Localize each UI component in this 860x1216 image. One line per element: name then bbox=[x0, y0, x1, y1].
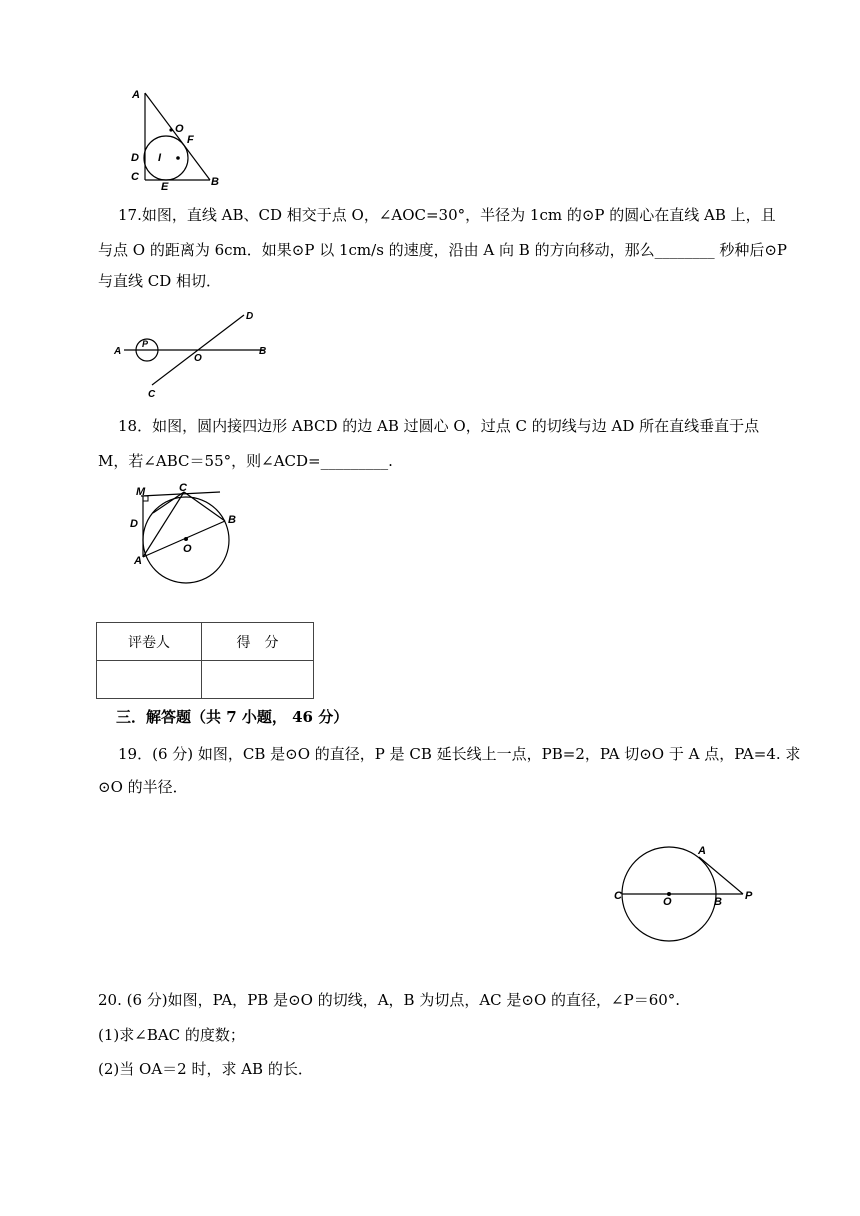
side-ab bbox=[145, 93, 210, 180]
label-o: O bbox=[183, 543, 192, 555]
label-d: D bbox=[246, 311, 254, 322]
label-i: I bbox=[158, 152, 162, 164]
label-o: O bbox=[175, 123, 184, 135]
label-c: C bbox=[148, 389, 156, 400]
q18-line2: M，若∠ABC＝55°，则∠ACD=_________. bbox=[98, 452, 393, 470]
q17-line3: 与直线 CD 相切． bbox=[98, 272, 222, 290]
label-a: A bbox=[698, 845, 706, 857]
point-o-dot bbox=[169, 128, 172, 131]
q20-line1: 20. (6 分)如图，PA，PB 是⊙O 的切线，A，B 为切点，AC 是⊙O 的直径，∠P＝60°. bbox=[98, 991, 681, 1009]
label-o: O bbox=[194, 353, 202, 364]
q17-line1: 17.如图，直线 AB、CD 相交于点 O，∠AOC=30°，半径为 1cm 的⊙P 的圆心在直线 AB 上，且 bbox=[118, 206, 776, 224]
q19-line2: ⊙O 的半径． bbox=[98, 778, 188, 796]
figure-18-cyclic-quad bbox=[125, 475, 240, 590]
q17-line2: 与点 O 的距离为 6cm．如果⊙P 以 1cm/s 的速度，沿由 A 向 B 的方向移动，那么________ 秒种后⊙P bbox=[98, 241, 788, 259]
label-a: A bbox=[114, 346, 122, 357]
score-table bbox=[96, 622, 314, 699]
section-heading: 三．解答题（共 7 小题， 46 分） bbox=[116, 708, 349, 726]
label-c: C bbox=[131, 171, 139, 183]
label-p: P bbox=[142, 339, 149, 349]
label-f: F bbox=[187, 134, 194, 146]
q20-line2: (1)求∠BAC 的度数； bbox=[98, 1026, 245, 1044]
q19-line1: 19．(6 分) 如图，CB 是⊙O 的直径，P 是 CB 延长线上一点，PB=2，PA 切⊙O 于 A 点，PA=4. 求 bbox=[118, 745, 801, 763]
label-d: D bbox=[130, 518, 138, 530]
label-b: B bbox=[714, 896, 722, 908]
table-header-score: 得 分 bbox=[202, 623, 314, 661]
label-b: B bbox=[228, 514, 236, 526]
q20-line3: (2)当 OA＝2 时，求 AB 的长． bbox=[98, 1060, 313, 1078]
label-o: O bbox=[663, 896, 672, 908]
incircle bbox=[144, 136, 188, 180]
label-a: A bbox=[132, 89, 140, 101]
q18-line1: 18．如图，圆内接四边形 ABCD 的边 AB 过圆心 O，过点 C 的切线与边 AD 所在直线垂直于点 bbox=[118, 417, 760, 435]
label-d: D bbox=[131, 152, 139, 164]
label-a: A bbox=[134, 555, 142, 567]
figure-19-tangent bbox=[610, 838, 770, 950]
label-e: E bbox=[161, 181, 169, 193]
table-cell-score[interactable] bbox=[202, 661, 314, 699]
label-m: M bbox=[136, 486, 146, 498]
table-header-grader: 评卷人 bbox=[97, 623, 202, 661]
tangent-pa bbox=[699, 857, 743, 894]
figure-17-moving-circle bbox=[112, 305, 282, 400]
center-dot bbox=[176, 156, 180, 160]
label-b: B bbox=[259, 346, 267, 357]
label-b: B bbox=[211, 176, 219, 188]
line-ac bbox=[143, 492, 184, 557]
center-dot bbox=[184, 537, 188, 541]
label-p: P bbox=[745, 890, 753, 902]
label-c: C bbox=[614, 890, 622, 902]
line-cb bbox=[184, 492, 225, 521]
label-c: C bbox=[179, 482, 187, 494]
figure-16-incircle bbox=[125, 85, 225, 195]
table-cell-grader[interactable] bbox=[97, 661, 202, 699]
